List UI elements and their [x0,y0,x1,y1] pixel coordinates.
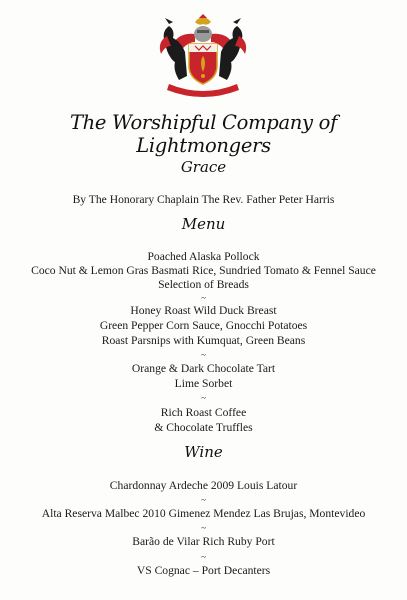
menu-line: Lime Sorbet [174,377,233,390]
menu-line: & Chocolate Truffles [154,421,253,434]
course-separator: ~ [201,495,206,505]
menu-line: Rich Roast Coffee [160,406,247,419]
wine-heading: Wine [184,443,223,461]
wine-item: VS Cognac – Port Decanters [136,564,271,577]
menu-heading: Menu [181,215,226,233]
menu-line: Poached Alaska Pollock [147,250,260,263]
grace-heading: Grace [180,158,227,176]
course-separator: ~ [201,393,206,403]
menu-line: Honey Roast Wild Duck Breast [130,304,277,317]
coat-of-arms-emblem [155,12,251,100]
course-separator: ~ [201,350,206,360]
menu-line: Orange & Dark Chocolate Tart [131,362,276,375]
grace-text: By The Honorary Chaplain The Rev. Father Peter Harris [72,193,335,206]
course-separator: ~ [201,293,206,303]
company-title: The Worshipful Company of Lightmongers [69,111,338,157]
menu-line: Coco Nut & Lemon Gras Basmati Rice, Sundried Tomato & Fennel Sauce [31,264,376,277]
course-separator: ~ [201,523,206,533]
wine-item: Barão de Vilar Rich Ruby Port [132,535,275,548]
menu-line: Selection of Breads [158,278,249,291]
course-separator: ~ [201,552,206,562]
menu-line: Green Pepper Corn Sauce, Gnocchi Potatoes [99,319,308,332]
menu-line: Roast Parsnips with Kumquat, Green Beans [101,334,306,347]
wine-item: Alta Reserva Malbec 2010 Gimenez Mendez Las Brujas, Montevideo [41,507,366,520]
wine-item: Chardonnay Ardeche 2009 Louis Latour [109,479,298,492]
